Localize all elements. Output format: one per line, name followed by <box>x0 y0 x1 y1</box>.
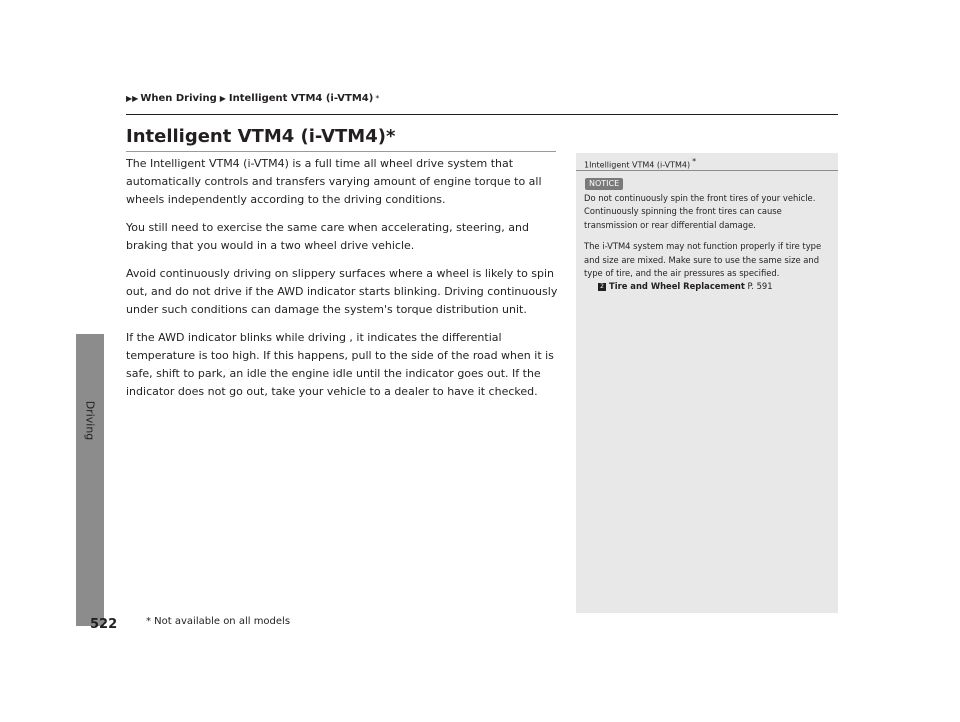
breadcrumb-asterisk: * <box>375 94 380 103</box>
body-paragraph: If the AWD indicator blinks while driving , it indicates the differential temperature is too high. If this happens, pull to the side of the road when it is safe, shift to park, an idle the engine idle until the indicator goes out. If the indicator does not go out, take your vehicle to a dealer to have it checked. <box>126 331 554 398</box>
breadcrumb-item-vtm4[interactable]: Intelligent VTM4 (i-VTM4) <box>228 93 374 104</box>
sidebar-heading <box>584 157 696 170</box>
sidebar-text <box>584 192 828 302</box>
sidebar-heading-text: Intelligent VTM4 (i-VTM4) <box>589 160 691 170</box>
section-body <box>126 155 558 411</box>
reference-link[interactable] <box>598 280 828 293</box>
breadcrumb <box>126 93 379 104</box>
body-paragraph: Avoid continuously driving on slippery surfaces where a wheel is likely to spin out, and do not drive if the AWD indicator starts blinking. Driving continuously under such conditions can damage the system's torque distribution unit. <box>126 267 558 316</box>
chapter-label <box>70 390 110 450</box>
breadcrumb-arrow-icon: ▶▶ <box>126 94 139 103</box>
info-text-body: The i-VTM4 system may not function properly if tire type and size are mixed. Make sure to use the same size and type of tire, and the air pressures as specified. <box>584 241 822 279</box>
reference-page: P. 591 <box>747 281 773 292</box>
body-paragraph: You still need to exercise the same care when accelerating, steering, and braking that you would in a two wheel drive vehicle. <box>126 221 529 252</box>
page-number: 522 <box>90 617 118 632</box>
sidebar-asterisk: * <box>692 157 697 166</box>
sidebar-marker: 1 <box>584 160 590 170</box>
notice-text: Do not continuously spin the front tires of your vehicle. Continuously spinning the front tires can cause transmission or rear differential damage. <box>584 193 816 230</box>
breadcrumb-item-when-driving[interactable]: When Driving <box>140 93 217 104</box>
reference-title[interactable]: Tire and Wheel Replacement <box>609 281 745 292</box>
section-title: Intelligent VTM4 (i-VTM4)* <box>126 126 396 147</box>
info-text <box>584 240 828 294</box>
header-divider <box>126 114 838 115</box>
notice-badge: NOTICE <box>585 178 623 190</box>
title-divider <box>126 151 556 152</box>
sidebar-divider <box>576 170 838 171</box>
body-paragraph: The Intelligent VTM4 (i-VTM4) is a full time all wheel drive system that automatically controls and transfers varying amount of engine torque to all wheels independently according to the driving conditions. <box>126 157 542 206</box>
breadcrumb-separator-icon: ▶ <box>219 94 226 103</box>
chapter-label-text: Driving <box>83 400 97 440</box>
reference-arrow-icon: 2 <box>598 283 606 291</box>
footnote: * Not available on all models <box>146 616 291 627</box>
chapter-tab <box>76 334 104 626</box>
